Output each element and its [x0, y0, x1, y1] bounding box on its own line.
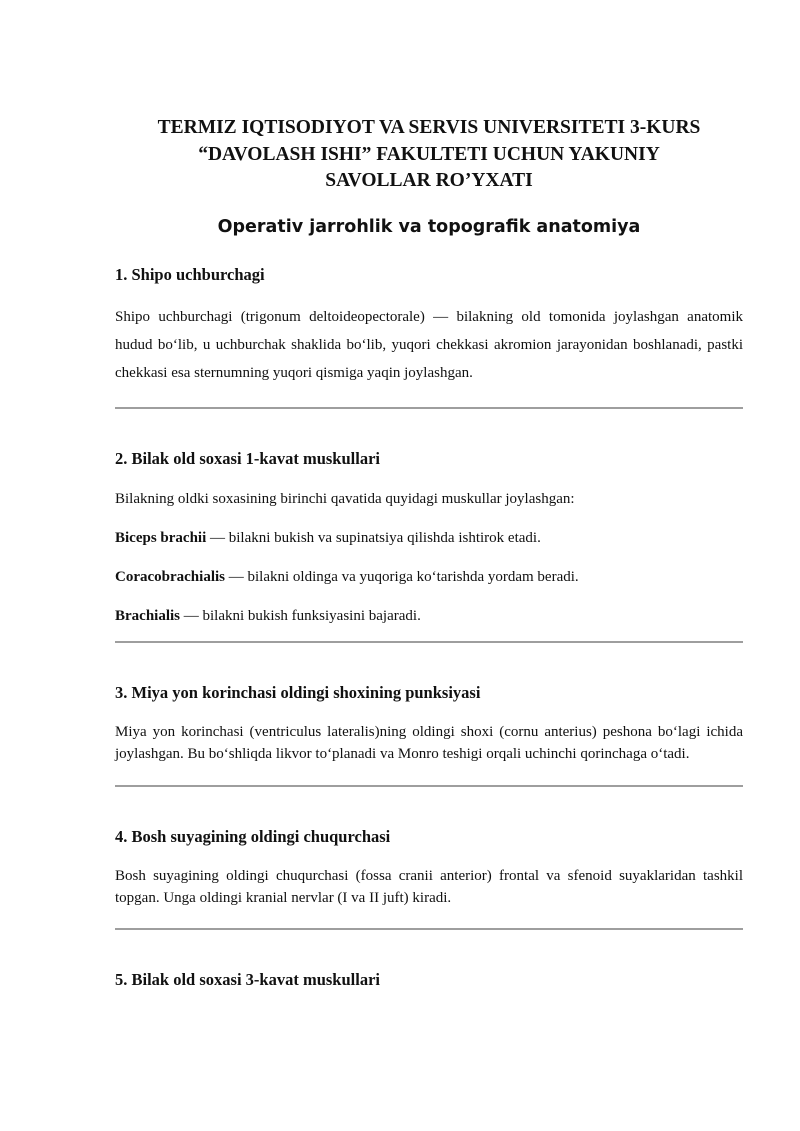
section-divider [115, 407, 743, 409]
document-page [115, 115, 743, 992]
section-divider [115, 785, 743, 787]
section-heading-4: 4. Bosh suyagining oldingi chuqurchasi [115, 826, 391, 846]
section-intro-2: Bilakning oldki soxasining birinchi qavatida quyidagi muskullar joylashgan: [115, 490, 575, 507]
muscle-term: Brachialis [115, 607, 181, 624]
muscle-item [115, 566, 743, 588]
section-heading-2: 2. Bilak old soxasi 1-kavat muskullari [115, 448, 380, 468]
section-heading-3: 3. Miya yon korinchasi oldingi shoxining punksiyasi [115, 682, 481, 702]
muscle-term: Coracobrachialis [115, 568, 225, 585]
muscle-item [115, 527, 743, 549]
section-text-1: Shipo uchburchagi (trigonum deltoideopectorale) — bilakning old tomonida joylashgan anatomik hudud bo‘lib, u uchburchak shaklida bo‘lib, yuqori chekkasi akromion jarayonidan boshlanadi, pastki chekkasi esa sternumning yuqori qismiga yaqin joylashgan. [115, 308, 743, 381]
section-heading-1: 1. Shipo uchburchagi [115, 264, 265, 284]
document-title: TERMIZ IQTISODIYOT VA SERVIS UNIVERSITETI 3-KURS “DAVOLASH ISHI” FAKULTETI UCHUN YAKUNIY SAVOLLAR RO’YXATI [157, 117, 701, 191]
section-divider [115, 641, 743, 643]
muscle-desc: — bilakni bukish va supinatsiya qilishda ishtirok etadi. [206, 529, 541, 546]
document-subtitle: Operativ jarrohlik va topografik anatomiya [217, 216, 641, 237]
section-text-3: Miya yon korinchasi (ventriculus lateralis)ning oldingi shoxi (cornu anterius) peshona bo‘lagi ichida joylashgan. Bu bo‘shliqda likvor to‘planadi va Monro teshigi orqali uchinchi qorinchaga o‘tadi. [115, 723, 743, 762]
section-heading-5: 5. Bilak old soxasi 3-kavat muskullari [115, 969, 380, 989]
muscle-desc: — bilakni bukish funksiyasini bajaradi. [180, 607, 421, 624]
muscle-desc: — bilakni oldinga va yuqoriga ko‘tarishda yordam beradi. [225, 568, 579, 585]
muscle-item [115, 605, 743, 627]
section-divider [115, 928, 743, 930]
muscle-term: Biceps brachii [115, 529, 207, 546]
section-text-4: Bosh suyagining oldingi chuqurchasi (fossa cranii anterior) frontal va sfenoid suyaklaridan tashkil topgan. Unga oldingi kranial nervlar (I va II juft) kiradi. [115, 867, 743, 906]
